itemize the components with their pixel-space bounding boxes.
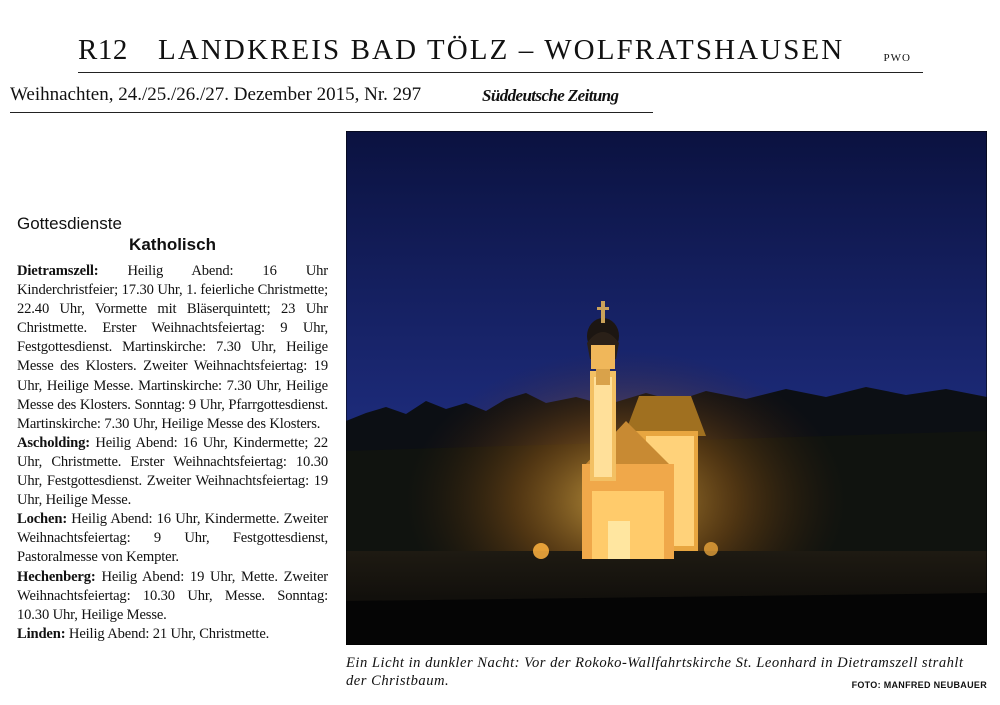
service-times: Heilig Abend: 19 Uhr, Mette. Zweiter Weihnachtsfeiertag: 10.30 Uhr, Messe. Sonntag: 10.30 Uhr, Heilige Messe. [17,568,328,623]
dateline [10,82,653,113]
photo-caption: Ein Licht in dunkler Nacht: Vor der Rokoko-Wallfahrtskirche St. Leonhard in Dietramszell strahlt der Christbaum. [346,655,964,689]
section-code: R12 [78,34,128,66]
church-photo [346,131,987,645]
list-item [17,434,328,510]
place-name: Hechenberg: [17,568,96,585]
service-times: Heilig Abend: 16 Uhr, Kindermette; 22 Uhr, Christmette. Erster Weihnachtsfeiertag: 10.30 Uhr, Festgottesdienst. Zweiter Weihnachtsfeiertag: 19 Uhr, Heilige Messe. [17,434,328,509]
article-kicker: Gottesdienste [17,214,122,233]
section-header [78,34,923,73]
list-item [17,625,328,644]
section-name: LANDKREIS BAD TÖLZ – WOLFRATSHAUSEN [158,34,845,66]
place-name: Lochen: [17,511,68,528]
place-name: Ascholding: [17,434,90,451]
service-times: Heilig Abend: 16 Uhr, Kindermette. Zweiter Weihnachtsfeiertag: 9 Uhr, Festgottesdienst, Pastoralmesse von Kempter. [17,511,328,566]
edition-label: PWO [883,52,911,64]
place-name: Dietramszell: [17,263,99,279]
list-item [17,510,328,567]
article-headline: Katholisch [129,235,216,254]
service-times: Heilig Abend: 16 Uhr Kinderchristfeier; 17.30 Uhr, 1. feierliche Christmette; 22.40 Uhr, Vormette mit Bläserquintett; 23 Uhr Christmette. Erster Weihnachtsfeiertag: 9 Uhr, Festgottesdienst. Martinskirche: 7.30 Uhr, Heilige Messe des Klosters. Zweiter Weihnachtsfeiertag: 19 Uhr, Heilige Messe. Martinskirche: 7.30 Uhr, Heilige Messe des Klosters. Sonntag: 9 Uhr, Pfarrgottesdienst. Martinskirche: 7.30 Uhr, Heilige Messe des Klosters. [17,263,328,432]
list-item [17,568,328,625]
place-name: Linden: [17,625,66,642]
article-body [17,262,328,644]
article [17,214,328,644]
list-item [17,262,328,434]
service-times: Heilig Abend: 21 Uhr, Christmette. [65,625,270,642]
newspaper-logo: Süddeutsche Zeitung [482,86,619,105]
issue-date: Weihnachten, 24./25./26./27. Dezember 2015, Nr. 297 [10,84,422,105]
photo-credit: FOTO: MANFRED NEUBAUER [851,680,987,690]
